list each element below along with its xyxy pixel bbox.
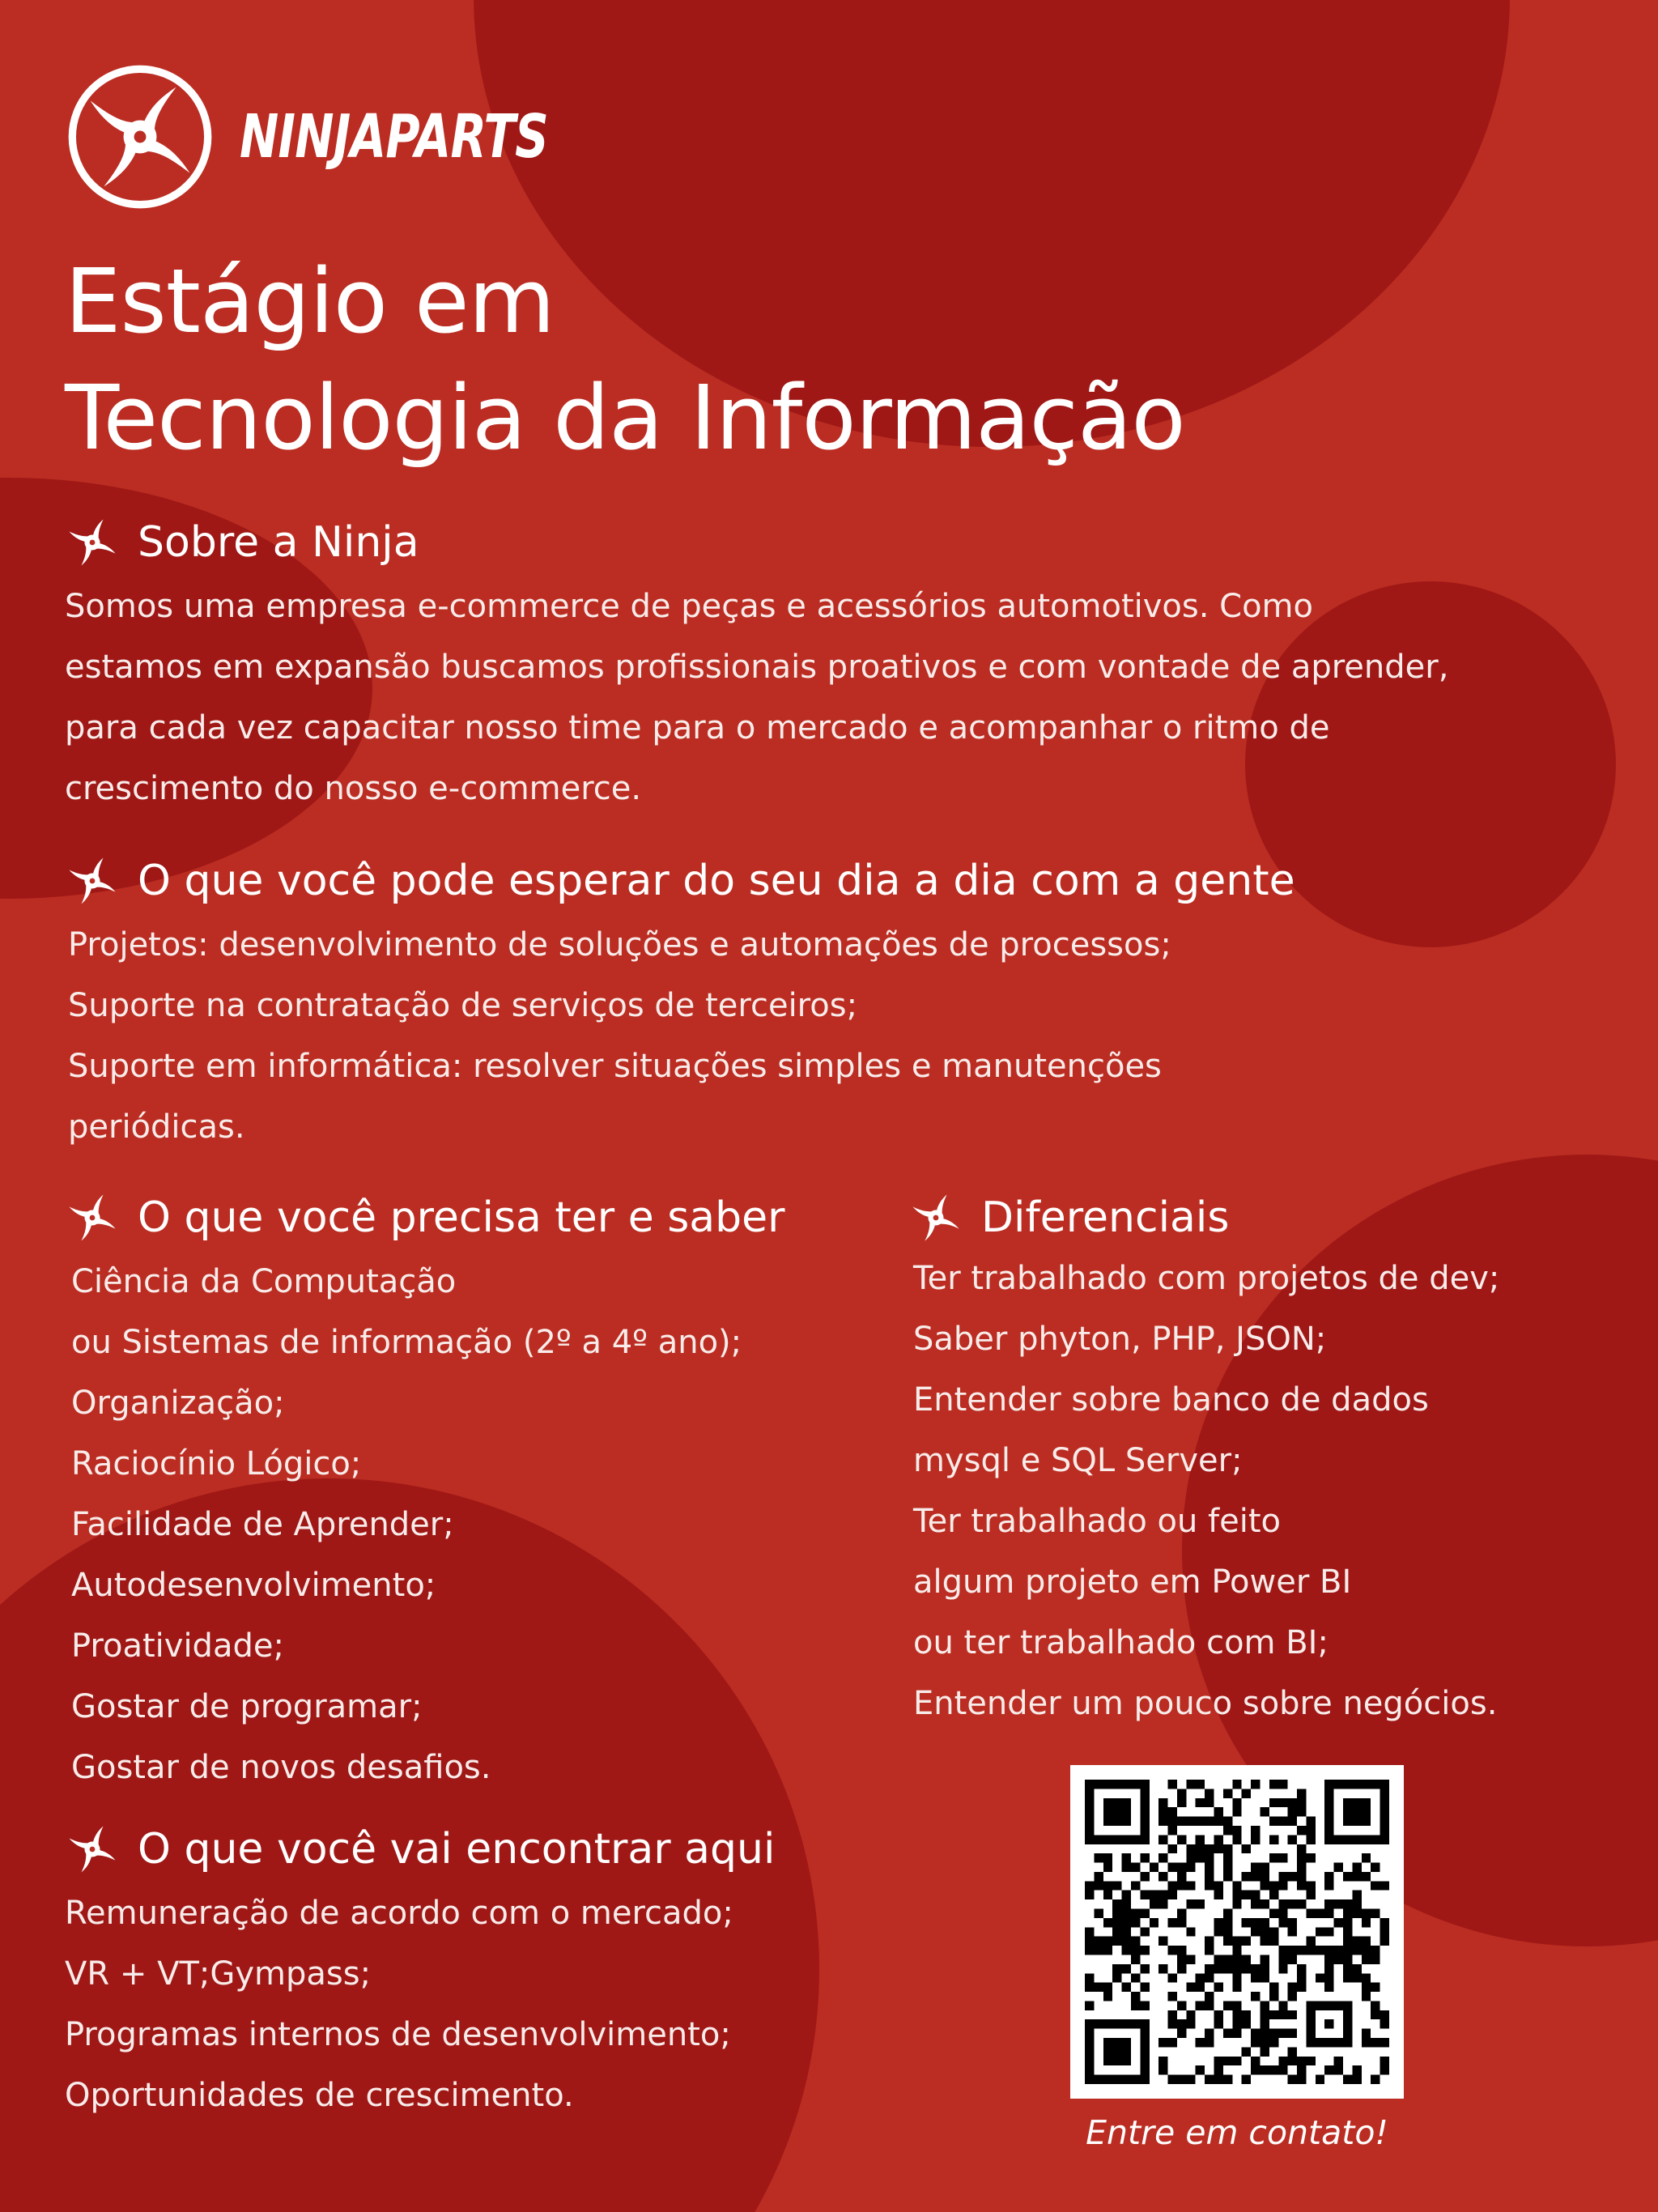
page-title — [65, 243, 1185, 476]
list-item: Organização; — [71, 1385, 285, 1422]
section-heading-about — [65, 515, 419, 570]
shuriken-icon — [65, 1822, 120, 1877]
section-heading-differentials — [908, 1190, 1229, 1245]
heading-text: O que você vai encontrar aqui — [138, 1825, 776, 1874]
title-line-2: Tecnologia da Informação — [65, 366, 1185, 470]
list-item: Entender um pouco sobre negócios. — [913, 1685, 1498, 1722]
list-item: Ter trabalhado ou feito — [913, 1503, 1282, 1540]
qr-code-icon — [1085, 1780, 1389, 2084]
section-heading-benefits — [65, 1822, 775, 1877]
list-item: Ciência da Computação — [71, 1263, 457, 1300]
list-item: algum projeto em Power BI — [913, 1563, 1352, 1601]
heading-text: O que você precisa ter e saber — [138, 1193, 785, 1242]
section-heading-day-to-day — [65, 853, 1295, 908]
list-item: mysql e SQL Server; — [913, 1442, 1243, 1479]
section-heading-requirements — [65, 1190, 785, 1245]
list-item: Ter trabalhado com projetos de dev; — [913, 1260, 1500, 1297]
heading-text: Sobre a Ninja — [138, 518, 419, 567]
list-item: ou ter trabalhado com BI; — [913, 1624, 1329, 1661]
list-item: ou Sistemas de informação (2º a 4º ano); — [71, 1324, 742, 1361]
list-item: Projetos: desenvolvimento de soluções e automações de processos; — [68, 926, 1171, 963]
list-item: para cada vez capacitar nosso time para o mercado e acompanhar o ritmo de — [65, 709, 1330, 747]
list-item: crescimento do nosso e-commerce. — [65, 770, 642, 807]
list-item: Proatividade; — [71, 1627, 284, 1665]
day-to-day-list — [68, 915, 1171, 1158]
title-line-1: Estágio em — [65, 249, 555, 353]
heading-text: O que você pode esperar do seu dia a dia com a gente — [138, 857, 1295, 905]
about-text — [65, 576, 1448, 819]
brand-logo — [65, 62, 635, 212]
benefits-list — [65, 1883, 733, 2126]
list-item: Somos uma empresa e-commerce de peças e acessórios automotivos. Como — [65, 588, 1313, 625]
list-item: Saber phyton, PHP, JSON; — [913, 1321, 1327, 1358]
differentials-list — [913, 1249, 1499, 1734]
list-item: periódicas. — [68, 1108, 245, 1146]
shuriken-icon — [65, 1190, 120, 1245]
heading-text: Diferenciais — [981, 1193, 1230, 1242]
shuriken-icon — [65, 62, 215, 212]
requirements-list — [71, 1252, 742, 1798]
shuriken-icon — [65, 515, 120, 570]
shuriken-icon — [908, 1190, 963, 1245]
list-item: Suporte em informática: resolver situações simples e manutenções — [68, 1048, 1162, 1085]
brand-name: NINJAPARTS — [240, 102, 548, 172]
qr-code[interactable] — [1070, 1765, 1404, 2099]
list-item: Oportunidades de crescimento. — [65, 2077, 574, 2114]
list-item: Gostar de programar; — [71, 1688, 423, 1725]
list-item: estamos em expansão buscamos profissionais proativos e com vontade de aprender, — [65, 649, 1449, 686]
shuriken-icon — [65, 853, 120, 908]
list-item: Autodesenvolvimento; — [71, 1567, 436, 1604]
list-item: Raciocínio Lógico; — [71, 1445, 362, 1482]
list-item: VR + VT;Gympass; — [65, 1955, 372, 1993]
list-item: Remuneração de acordo com o mercado; — [65, 1895, 733, 1932]
list-item: Programas internos de desenvolvimento; — [65, 2016, 731, 2053]
list-item: Gostar de novos desafios. — [71, 1749, 491, 1786]
contact-cta: Entre em contato! — [1086, 2113, 1388, 2152]
list-item: Suporte na contratação de serviços de terceiros; — [68, 987, 858, 1024]
list-item: Entender sobre banco de dados — [913, 1381, 1429, 1419]
list-item: Facilidade de Aprender; — [71, 1506, 454, 1543]
